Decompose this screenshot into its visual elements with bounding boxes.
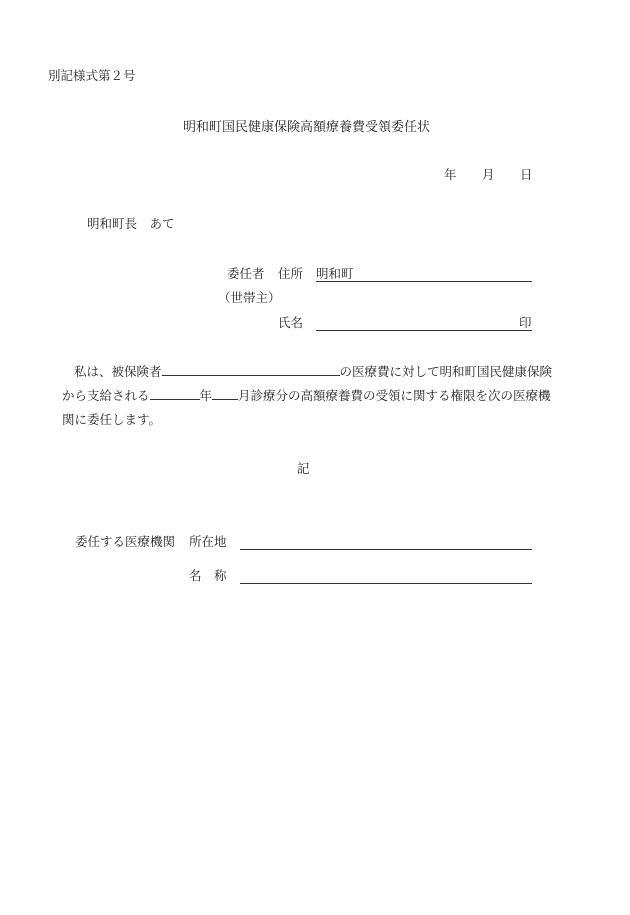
year-blank[interactable] bbox=[150, 385, 200, 400]
date-month-label: 月 bbox=[482, 167, 495, 182]
document-title: 明和町国民健康保険高額療養費受領委任状 bbox=[183, 120, 431, 135]
date-day-label: 日 bbox=[520, 167, 533, 182]
location-field-line[interactable] bbox=[240, 549, 532, 550]
address-label: 住所 bbox=[278, 266, 304, 281]
statement-part3: 年 bbox=[199, 388, 213, 403]
address-prefix: 明和町 bbox=[316, 266, 354, 281]
delegation-statement bbox=[62, 360, 562, 432]
date-year-label: 年 bbox=[444, 167, 457, 182]
name-label: 氏名 bbox=[278, 315, 304, 330]
statement-part1: 私は、被保険者 bbox=[74, 364, 162, 379]
delegator-label: 委任者 bbox=[227, 266, 265, 281]
institution-name-field-line[interactable] bbox=[240, 583, 532, 584]
location-label: 所在地 bbox=[189, 534, 227, 549]
institution-label: 委任する医療機関 bbox=[75, 534, 176, 549]
seal-mark: 印 bbox=[519, 315, 532, 330]
month-blank[interactable] bbox=[212, 385, 238, 400]
statement-part2: の医療費に対して明和町国民健康保険から支給される bbox=[62, 364, 553, 403]
address-field-line[interactable] bbox=[316, 281, 532, 282]
insured-name-blank[interactable] bbox=[162, 361, 340, 376]
household-head-label: （世帯主） bbox=[218, 290, 281, 305]
form-number: 別記様式第２号 bbox=[48, 68, 136, 83]
addressee: 明和町長 あて bbox=[87, 216, 175, 231]
ki-heading: 記 bbox=[297, 461, 310, 476]
institution-name-label: 名 称 bbox=[189, 568, 227, 583]
name-field-line[interactable] bbox=[316, 330, 532, 331]
statement-part4: 月診療分の高額療養費の受領に関する権限を次の医療機関に委任します。 bbox=[62, 388, 551, 427]
